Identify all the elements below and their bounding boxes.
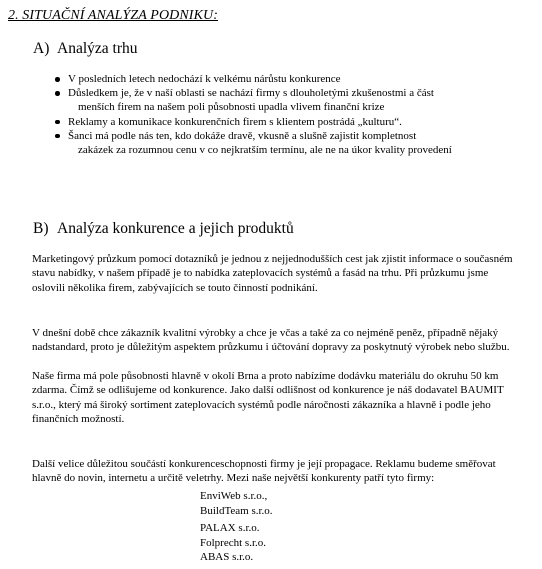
market-bullet-item [52, 72, 512, 86]
competitor-item: BuildTeam s.r.o. [200, 504, 273, 517]
market-bullet-line: Šanci má podle nás ten, kdo dokáže dravě, vkusně a slušně zajistit kompletnost [68, 129, 417, 142]
paragraph-survey: Marketingový průzkum pomocí dotazníků je jednou z nejjednodušších cest jak zjistit informace o současném stavu nabídky, v našem případě je to nabídka zateplovacích systémů a fasád na trhu. Při průzkumu jsme oslovili několika firem, zabývajících se touto činností podnikání. [32, 253, 513, 294]
market-analysis-title: Analýza trhu [57, 40, 138, 57]
market-bullet-item [52, 115, 512, 129]
market-bullet-line: V posledních letech nedochází k velkému nárůstu konkurence [68, 73, 341, 85]
competitor-item: ABAS s.r.o. [200, 551, 254, 563]
section-title: 2. SITUAČNÍ ANALÝZA PODNIKU: [8, 8, 218, 23]
competition-analysis-letter: B) [33, 220, 49, 237]
market-analysis-heading [33, 40, 137, 58]
paragraph-company-scope: Naše firma má pole působnosti hlavně v okolí Brna a proto nabízíme dodávku materiálu do okruhu 50 km zdarma. Čímž se odlišujeme od konkurence. Jako další odlišnost od konkurence je náš dodavatel BAUMIT s.r.o., který má široký sortiment zateplovacích systémů podle náročnosti zákazníka a hlavně i podle jeho finančních možností. [32, 370, 504, 425]
competitor-item: PALAX s.r.o. [200, 522, 260, 534]
competition-analysis-heading [33, 220, 294, 238]
market-bullet-line: Reklamy a komunikace konkurenčních firem s klientem postrádá „kulturu“. [68, 115, 402, 128]
competitor-list [200, 489, 273, 565]
market-bullet-item [52, 86, 512, 114]
paragraph-promotion: Další velice důležitou součástí konkurenceschopnosti firmy je její propagace. Reklamu budeme směřovat hlavně do novin, internetu a určitě veletrhy. Mezi naše největší konkurenty patří tyto firmy: [32, 458, 496, 485]
market-bullet-continuation: zakázek za rozumnou cenu v co nejkratším termínu, ale ne na úkor kvality provedení [78, 144, 452, 157]
market-bullet-list [52, 72, 512, 157]
competition-analysis-title: Analýza konkurence a jejich produktů [57, 220, 294, 237]
competitor-item: Folprecht s.r.o. [200, 536, 266, 549]
market-bullet-continuation: menších firem na našem poli působnosti upadla vlivem finanční krize [78, 101, 385, 114]
competitor-item: EnviWeb s.r.o., [200, 490, 268, 502]
market-bullet-line: Důsledkem je, že v naší oblasti se nachází firmy s dlouholetými zkušenostmi a část [68, 87, 434, 100]
market-analysis-letter: A) [33, 40, 50, 57]
paragraph-customer-demand: V dnešní době chce zákazník kvalitní výrobky a chce je včas a také za co nejméně peněz, případně nějaký nadstandard, proto je důležitým aspektem průzkumu i účtování dopravy za poskytnutý výrobek nebo službu. [32, 327, 510, 354]
market-bullet-item [52, 129, 512, 157]
